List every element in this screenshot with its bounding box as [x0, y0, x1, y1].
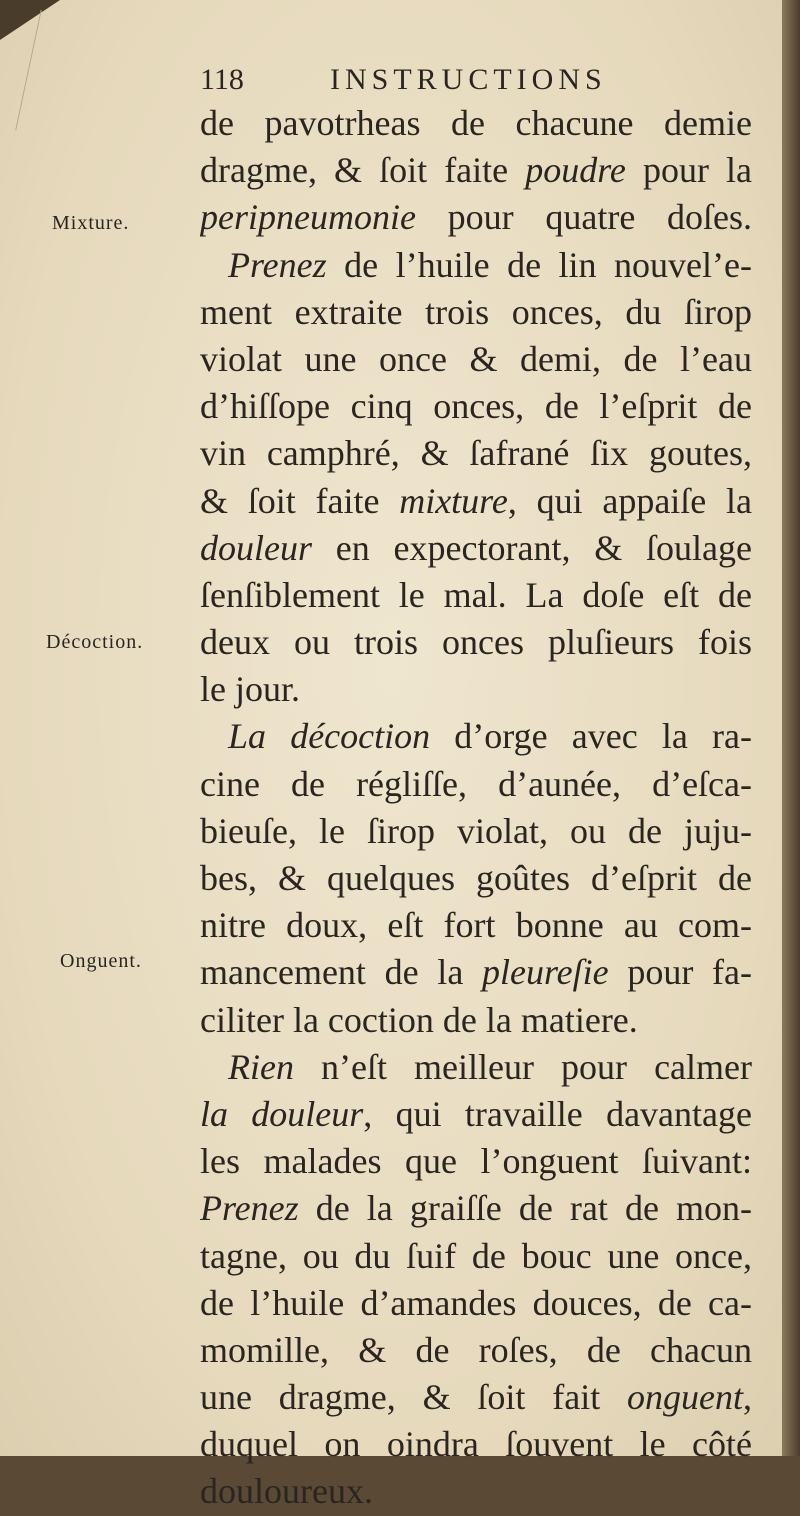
text-segment: violat une once & demi, de l’eau [200, 338, 752, 379]
text-segment: cine de régliſſe, d’aunée, d’eſca- [200, 763, 752, 804]
text-line [200, 1374, 752, 1421]
text-line [200, 1091, 752, 1138]
italic-segment: peripneumonie [200, 197, 416, 238]
text-segment: momille, & de roſes, de chacun [200, 1329, 752, 1370]
italic-segment: Prenez [200, 1188, 299, 1229]
text-segment: de la graiſſe de rat de mon- [298, 1188, 752, 1229]
margin-note-onguent: Onguent. [60, 950, 142, 972]
text-segment: en expectorant, & ſoulage [312, 527, 752, 568]
text-line [200, 100, 752, 147]
text-line [200, 289, 752, 336]
text-line [200, 808, 752, 855]
text-line [200, 194, 752, 241]
text-line [200, 1327, 752, 1374]
text-segment: de pavotrheas de chacune demie [200, 103, 752, 143]
text-line [200, 997, 752, 1044]
text-segment: vin camphré, & ſafrané ſix goutes, [200, 433, 752, 474]
text-line [200, 1044, 752, 1091]
body-text [200, 100, 752, 1516]
margin-note-mixture: Mixture. [52, 212, 130, 234]
italic-segment: Rien [228, 1046, 294, 1087]
text-segment: & ſoit faite [200, 480, 400, 521]
running-header [200, 63, 760, 103]
italic-segment: la douleur [200, 1093, 364, 1134]
italic-segment: Prenez [228, 244, 327, 285]
italic-segment: poudre [525, 150, 626, 191]
text-segment: bes, & quelques goûtes d’eſprit de [200, 858, 752, 898]
italic-segment: pleureſie [482, 952, 609, 993]
text-segment: pour quatre doſes. [415, 197, 752, 238]
text-segment: bieuſe, le ſirop violat, ou de juju- [200, 810, 752, 851]
text-segment: n’eſt meilleur pour calmer [293, 1046, 752, 1087]
text-line [200, 242, 752, 289]
text-segment: tagne, ou du ſuif de bouc une once, [200, 1235, 752, 1276]
italic-segment: mixture [399, 480, 508, 521]
text-line [200, 147, 752, 194]
text-segment: d’orge avec la ra- [430, 716, 752, 757]
text-line [200, 761, 752, 808]
text-segment: deux ou trois onces pluſieurs fois [200, 622, 752, 663]
text-segment: de l’huile d’amandes douces, de ca- [200, 1282, 752, 1323]
text-segment: les malades que l’onguent ſuivant: [200, 1141, 752, 1182]
italic-segment: La décoction [228, 716, 431, 757]
text-line [200, 855, 752, 902]
text-segment: d’hiſſope cinq onces, de l’eſprit de [200, 386, 752, 427]
text-segment: dragme, & ſoit faite [200, 150, 526, 191]
text-segment: ſenſiblement le mal. La doſe eſt de [200, 574, 752, 615]
running-title: INSTRUCTIONS [330, 63, 607, 96]
text-segment: ciliter la coction de la matiere. [200, 999, 638, 1040]
text-segment: le jour. [200, 669, 300, 710]
text-line [200, 1185, 752, 1232]
text-segment: de l’huile de lin nouvel’e- [326, 244, 752, 285]
text-segment: pour fa- [608, 952, 752, 993]
text-segment: , qui appaiſe la [507, 480, 752, 521]
text-segment: , [743, 1377, 752, 1418]
text-line [200, 336, 752, 383]
text-segment: douloureux. [200, 1471, 373, 1512]
text-line [200, 949, 752, 996]
text-segment: ment extraite trois onces, du ſirop [200, 291, 752, 332]
text-line [200, 1138, 752, 1185]
text-line [200, 1421, 752, 1468]
text-segment: une dragme, & ſoit fait [200, 1377, 628, 1418]
text-segment: duquel on oindra ſouvent le côté [200, 1424, 752, 1465]
text-line [200, 572, 752, 619]
italic-segment: onguent [627, 1377, 743, 1418]
text-segment: , qui travaille davantage [363, 1093, 752, 1134]
text-line [200, 430, 752, 477]
text-line [200, 902, 752, 949]
text-line [200, 713, 752, 760]
book-edge [782, 0, 800, 1456]
text-line [200, 1280, 752, 1327]
page-number: 118 [200, 63, 244, 96]
text-segment: mancement de la [200, 952, 482, 993]
text-segment: pour la [625, 150, 752, 191]
text-line [200, 1468, 752, 1515]
italic-segment: douleur [200, 527, 312, 568]
text-line [200, 383, 752, 430]
text-line [200, 478, 752, 525]
text-segment: nitre doux, eſt fort bonne au com- [200, 905, 752, 946]
text-line [200, 666, 752, 713]
text-line [200, 525, 752, 572]
text-line [200, 1233, 752, 1280]
text-line [200, 619, 752, 666]
margin-note-decoction: Décoction. [46, 631, 144, 653]
